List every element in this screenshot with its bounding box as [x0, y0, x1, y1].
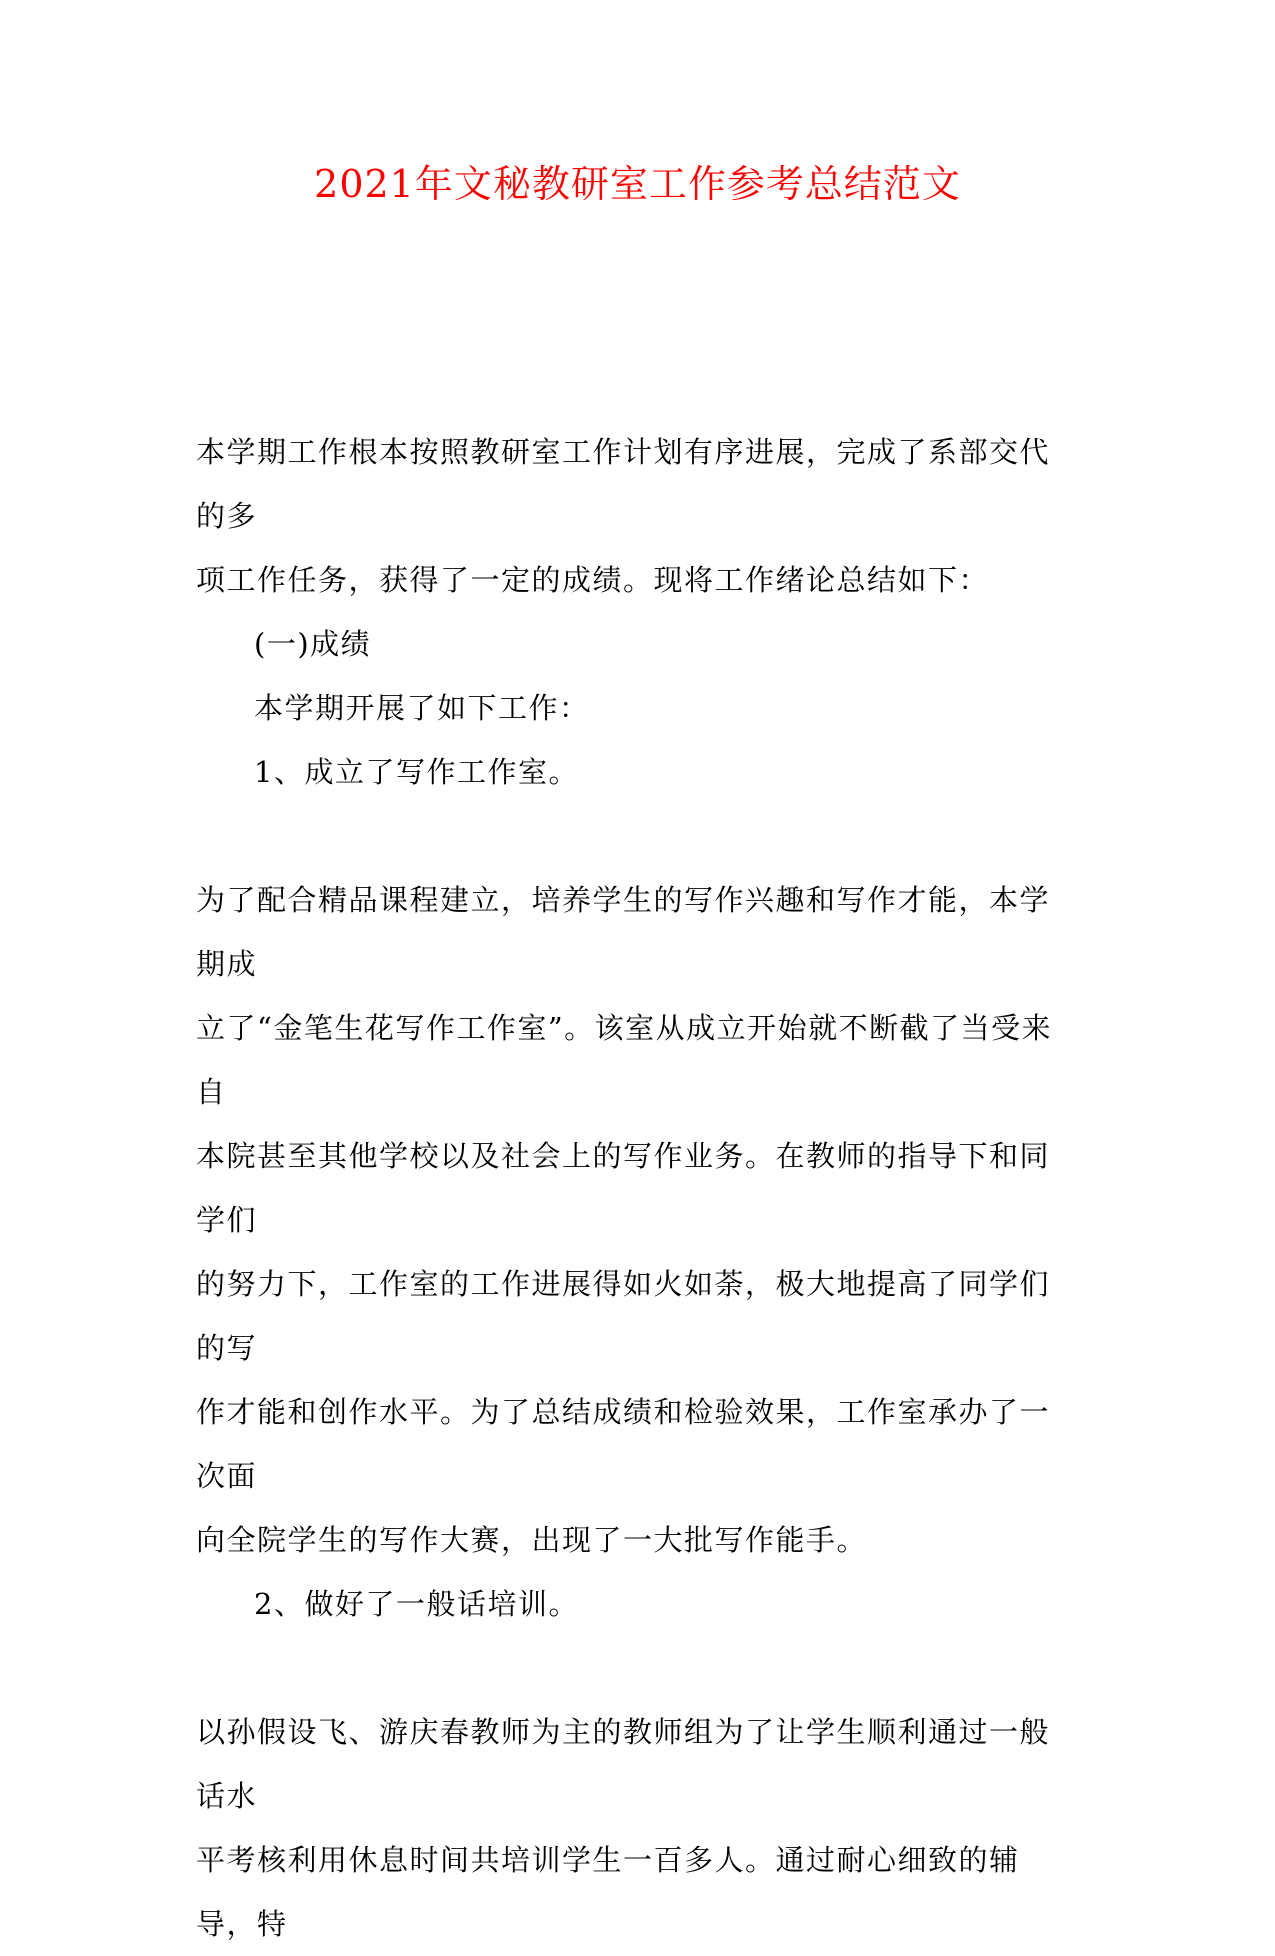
paragraph-line: 为了配合精品课程建立，培养学生的写作兴趣和写作才能，本学期成 [196, 883, 1051, 981]
paragraph-line: 项工作任务，获得了一定的成绩。现将工作绪论总结如下： [196, 563, 990, 597]
paragraph-line: 本学期开展了如下工作： [254, 691, 590, 725]
document-body [196, 420, 1076, 1956]
paragraph-line: 向全院学生的写作大赛，出现了一大批写作能手。 [196, 1523, 868, 1557]
section-heading: (一)成绩 [254, 627, 372, 661]
paragraph-line: 平考核利用休息时间共培训学生一百多人。通过耐心细致的辅导，特 [196, 1843, 1020, 1941]
item-heading: 2、做好了一般话培训。 [254, 1587, 579, 1621]
item-heading: 1、成立了写作工作室。 [254, 755, 579, 789]
paragraph-line: 本院甚至其他学校以及社会上的写作业务。在教师的指导下和同学们 [196, 1139, 1051, 1237]
paragraph-line: 立了“金笔生花写作工作室”。该室从成立开始就不断截了当受来自 [196, 1011, 1053, 1109]
paragraph-line: 的努力下，工作室的工作进展得如火如荼，极大地提高了同学们的写 [196, 1267, 1051, 1365]
paragraph-line: 以孙假设飞、游庆春教师为主的教师组为了让学生顺利通过一般话水 [196, 1715, 1051, 1813]
paragraph-line: 本学期工作根本按照教研室工作计划有序进展，完成了系部交代的多 [196, 435, 1051, 533]
paragraph-spacer [196, 1636, 1076, 1700]
paragraph-spacer [196, 804, 1076, 868]
paragraph-line: 作才能和创作水平。为了总结成绩和检验效果，工作室承办了一次面 [196, 1395, 1051, 1493]
document-title: 2021年文秘教研室工作参考总结范文 [314, 162, 961, 206]
